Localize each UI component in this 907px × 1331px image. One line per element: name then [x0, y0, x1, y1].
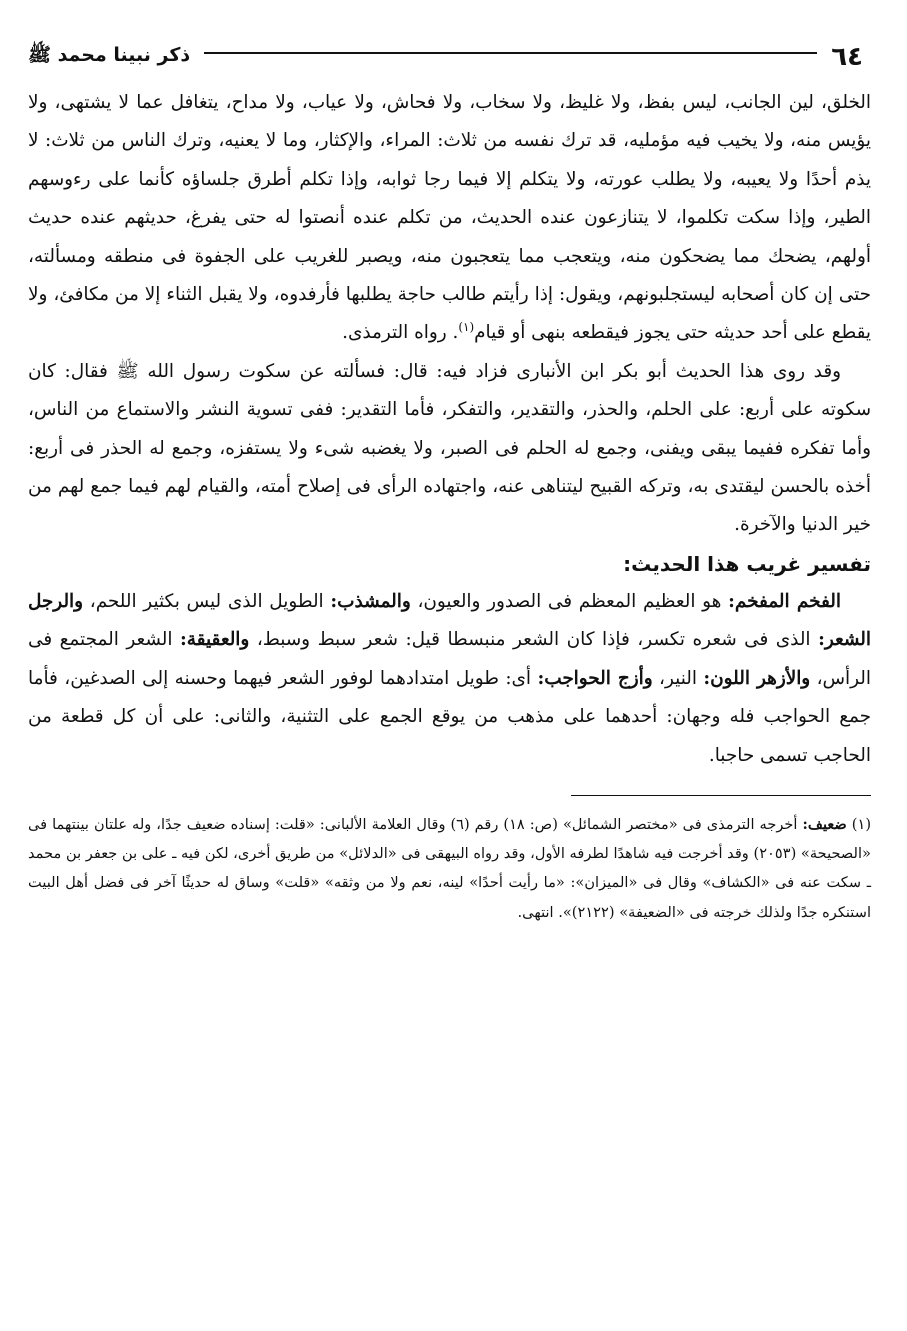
paragraph-hadith-text: الخلق، لين الجانب، ليس بفظ، ولا غليظ، ولا سخاب، ولا فحاش، ولا عياب، ولا مداح، يتغافل عما لا يشتهى، ولا يؤيس منه، ولا يخيب فيه مؤمليه، قد ترك نفسه من ثلاث: المراء، والإكثار، وما لا يعنيه، وترك الناس من ثلاث: لا يذم أحدًا ولا يعيبه، ولا يطلب عورته، ولا يتكلم إلا فيما رجا ثوابه، وإذا تكلم أطرق جلساؤه كأنما على رءوسهم الطير، وإذا سكت تكلموا، لا يتنازعون عنده الحديث، من تكلم عنده أنصتوا له حتى يفرغ، حديثهم عنده حديث أولهم، يضحك مما يضحكون منه، ويتعجب مما يتعجبون منه، ويصبر للغريب على الجفوة فى منطقه ومسألته، حتى إن كان أصحابه ليستجلبونهم، ويقول: إذا رأيتم طالب حاجة يطلبها فأرفدوه، ولا يقبل الثناء إلا من مكافئ، ولا يقطع على أحد حديثه حتى يجوز فيقطعه بنهى أو قيام	[28, 92, 871, 344]
glossary-term: والمشذب:	[330, 590, 411, 612]
running-title: ذكر نبينا محمد ﷺ	[28, 44, 191, 66]
paragraph-glossary	[28, 583, 871, 775]
glossary-definition: الشعر المجتمع فى الرأس،	[28, 629, 871, 689]
glossary-term: والرجل الشعر:	[28, 590, 871, 651]
paragraph-hadith	[28, 84, 871, 353]
header-rule	[204, 52, 817, 54]
glossary-term: والأزهر اللون:	[703, 667, 811, 689]
footnote-item	[28, 810, 871, 927]
glossary-definition: الذى فى شعره تكسر، فإذا كان الشعر منبسطا قيل: شعر سبط وسبط،	[249, 629, 819, 651]
glossary-definition: هو العظيم المعظم فى الصدور والعيون،	[410, 590, 729, 612]
footnote-reference[interactable]: (١)	[458, 320, 475, 335]
glossary-term: الفخم المفخم:	[728, 590, 841, 612]
footnote-label: ضعيف:	[802, 815, 847, 833]
glossary-definition: النير،	[652, 667, 704, 689]
page-header	[28, 40, 871, 74]
paragraph-anbari: وقد روى هذا الحديث أبو بكر ابن الأنبارى فزاد فيه: قال: فسألته عن سكوت رسول الله ﷺ فقال: كان سكوته على أربع: على الحلم، والحذر، والتقدير، والتفكر، فأما التقدير: ففى تسوية النشر والاستماع من الناس، وأما تفكره ففيما يبقى ويفنى، وجمع له الحلم فى الصبر، ولا يغضبه شىء ولا يستفزه، وجمع له الحذر فى أربع: أخذه بالحسن ليقتدى به، وتركه القبيح ليتناهى عنه، واجتهاده الرأى فى إصلاح أمته، والقيام لهم فيما جمع لهم من خير الدنيا والآخرة.	[28, 360, 871, 536]
glossary-definition: الطويل الذى ليس بكثير اللحم،	[83, 590, 331, 612]
footnotes	[28, 810, 871, 927]
footnote-divider	[571, 795, 871, 796]
page-number: ٦٤	[831, 42, 863, 72]
glossary-definition: أى: طويل امتدادهما لوفور الشعر فيهما وحسنه إلى الصدغين، فأما جمع الحواجب فله وجهان: أحدهما على مذهب من يوقع الجمع على التثنية، والثانى: على أن كل قطعة من الحاجب تسمى حاجبا.	[28, 667, 871, 766]
paragraph-hadith-end: . رواه الترمذى.	[342, 322, 459, 344]
glossary-term: وأزج الحواجب:	[537, 667, 653, 689]
footnote-marker: (١)	[851, 815, 872, 833]
glossary-term: والعقيقة:	[180, 629, 250, 651]
main-text	[28, 84, 871, 775]
footnote-text: أخرجه الترمذى فى «مختصر الشمائل» (ص: ١٨) رقم (٦) وقال العلامة الألبانى: «قلت: إسناده ضعيف جدًا، وله علتان بينتهما فى «الصحيحة» (٢٠٥٣) وقد أخرجت فيه شاهدًا لطرفه الأول، وقد رواه البيهقى فى «الدلائل» من طريق أخرى، لكن فيه ـ على بن جعفر بن محمد ـ سكت عنه فى «الكشاف» وقال فى «الميزان»: «ما رأيت أحدًا» لينه، نعم ولا من وثقه» «قلت» وساق له حديثًا آخر فى فضل أهل البيت استنكره جدًا ولذلك خرجته فى «الضعيفة» (٢١٢٢)». انتهى.	[28, 815, 871, 921]
section-heading: تفسير غريب هذا الحديث:	[623, 551, 871, 576]
book-page	[28, 40, 871, 1311]
